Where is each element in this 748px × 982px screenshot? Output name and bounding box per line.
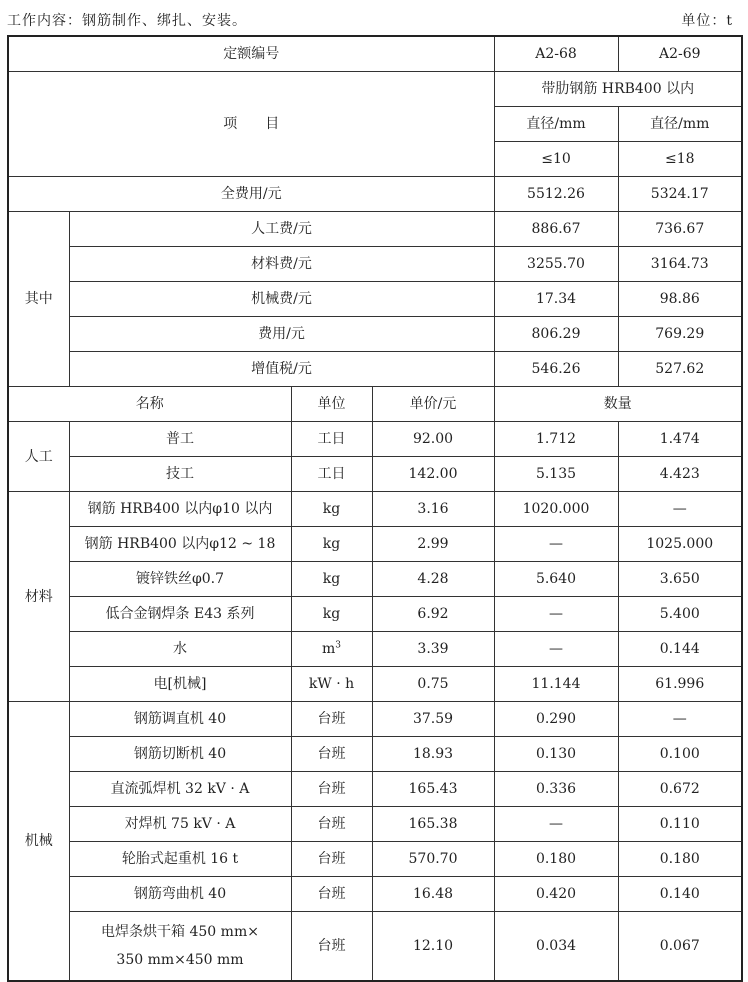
group-material: 材料 — [8, 492, 69, 702]
res-qty-2: 0.100 — [618, 737, 742, 772]
res-qty-2: 1.474 — [618, 422, 742, 457]
res-price: 16.48 — [372, 877, 494, 912]
res-qty-1: — — [494, 597, 618, 632]
res-name: 直流弧焊机 32 kV · A — [69, 772, 291, 807]
qty-header: 数量 — [494, 387, 742, 422]
res-name: 钢筋 HRB400 以内φ12 ~ 18 — [69, 527, 291, 562]
cost-name: 费用/元 — [69, 317, 494, 352]
res-name: 电[机械] — [69, 667, 291, 702]
res-qty-2: 0.067 — [618, 912, 742, 982]
res-qty-2: 3.650 — [618, 562, 742, 597]
res-qty-1: 0.130 — [494, 737, 618, 772]
res-qty-1: 0.034 — [494, 912, 618, 982]
quota-no-label: 定额编号 — [8, 36, 494, 72]
cost-value-2: 736.67 — [618, 212, 742, 247]
res-price: 37.59 — [372, 702, 494, 737]
res-price: 2.99 — [372, 527, 494, 562]
res-name: 钢筋 HRB400 以内φ10 以内 — [69, 492, 291, 527]
res-qty-1: — — [494, 807, 618, 842]
res-name: 技工 — [69, 457, 291, 492]
group-labor: 人工 — [8, 422, 69, 492]
unit-sup: 3 — [335, 640, 341, 651]
res-name: 对焊机 75 kV · A — [69, 807, 291, 842]
res-price: 570.70 — [372, 842, 494, 877]
res-unit: kg — [291, 562, 372, 597]
cost-value-1: 3255.70 — [494, 247, 618, 282]
total-2: 5324.17 — [618, 177, 742, 212]
res-price: 4.28 — [372, 562, 494, 597]
res-name-line2: 350 mm×450 mm — [116, 952, 244, 968]
res-unit: kg — [291, 492, 372, 527]
res-price: 165.38 — [372, 807, 494, 842]
res-qty-2: 0.110 — [618, 807, 742, 842]
name-header: 名称 — [8, 387, 291, 422]
res-price: 92.00 — [372, 422, 494, 457]
price-header: 单价/元 — [372, 387, 494, 422]
dia-2: 直径/mm — [618, 107, 742, 142]
item-label: 项 目 — [8, 72, 494, 177]
res-price: 12.10 — [372, 912, 494, 982]
res-name: 普工 — [69, 422, 291, 457]
res-qty-2: 0.144 — [618, 632, 742, 667]
res-name: 钢筋弯曲机 40 — [69, 877, 291, 912]
res-price: 0.75 — [372, 667, 494, 702]
cost-value-1: 17.34 — [494, 282, 618, 317]
cost-value-2: 769.29 — [618, 317, 742, 352]
res-price: 6.92 — [372, 597, 494, 632]
res-qty-1: — — [494, 527, 618, 562]
res-qty-2: — — [618, 702, 742, 737]
code-2: A2-69 — [618, 36, 742, 72]
res-qty-2: 4.423 — [618, 457, 742, 492]
res-price: 3.39 — [372, 632, 494, 667]
res-unit: 台班 — [291, 772, 372, 807]
unit-label: 单位：t — [681, 13, 733, 29]
res-name: 水 — [69, 632, 291, 667]
dia-1: 直径/mm — [494, 107, 618, 142]
res-price: 18.93 — [372, 737, 494, 772]
res-qty-1: 0.180 — [494, 842, 618, 877]
res-qty-2: 0.180 — [618, 842, 742, 877]
among-label: 其中 — [8, 212, 69, 387]
res-qty-1: 0.290 — [494, 702, 618, 737]
res-unit: 台班 — [291, 737, 372, 772]
res-price: 142.00 — [372, 457, 494, 492]
cost-value-2: 98.86 — [618, 282, 742, 317]
res-name-line1: 电焊条烘干箱 450 mm× — [101, 924, 259, 940]
unit-base: m — [321, 641, 336, 657]
cost-value-1: 546.26 — [494, 352, 618, 387]
res-qty-1: 0.336 — [494, 772, 618, 807]
res-qty-1: 1.712 — [494, 422, 618, 457]
res-qty-2: 0.140 — [618, 877, 742, 912]
cost-value-1: 886.67 — [494, 212, 618, 247]
spec-type: 带肋钢筋 HRB400 以内 — [494, 72, 742, 107]
res-name: 轮胎式起重机 16 t — [69, 842, 291, 877]
res-name: 低合金钢焊条 E43 系列 — [69, 597, 291, 632]
res-qty-1: 5.640 — [494, 562, 618, 597]
range-1: ≤10 — [494, 142, 618, 177]
cost-name: 机械费/元 — [69, 282, 494, 317]
code-1: A2-68 — [494, 36, 618, 72]
cost-name: 增值税/元 — [69, 352, 494, 387]
res-unit: 台班 — [291, 807, 372, 842]
res-qty-2: 61.996 — [618, 667, 742, 702]
res-unit: 台班 — [291, 877, 372, 912]
res-name: 钢筋切断机 40 — [69, 737, 291, 772]
res-unit: 工日 — [291, 457, 372, 492]
cost-name: 人工费/元 — [69, 212, 494, 247]
res-price: 165.43 — [372, 772, 494, 807]
res-qty-1: 5.135 — [494, 457, 618, 492]
res-unit — [291, 632, 372, 667]
res-name: 镀锌铁丝φ0.7 — [69, 562, 291, 597]
res-unit: kg — [291, 527, 372, 562]
group-machine: 机械 — [8, 702, 69, 982]
cost-value-2: 3164.73 — [618, 247, 742, 282]
res-qty-2: 1025.000 — [618, 527, 742, 562]
res-qty-2: 5.400 — [618, 597, 742, 632]
res-price: 3.16 — [372, 492, 494, 527]
res-qty-1: 1020.000 — [494, 492, 618, 527]
total-label: 全费用/元 — [8, 177, 494, 212]
res-unit: 台班 — [291, 702, 372, 737]
res-qty-1: — — [494, 632, 618, 667]
page-header — [7, 8, 741, 30]
total-1: 5512.26 — [494, 177, 618, 212]
res-qty-2: — — [618, 492, 742, 527]
range-2: ≤18 — [618, 142, 742, 177]
res-unit: 工日 — [291, 422, 372, 457]
res-unit: kg — [291, 597, 372, 632]
res-unit: 台班 — [291, 842, 372, 877]
res-qty-1: 0.420 — [494, 877, 618, 912]
res-qty-2: 0.672 — [618, 772, 742, 807]
work-content: 工作内容：钢筋制作、绑扎、安装。 — [7, 13, 247, 29]
cost-value-2: 527.62 — [618, 352, 742, 387]
cost-name: 材料费/元 — [69, 247, 494, 282]
quota-table — [7, 35, 743, 982]
res-name — [69, 912, 291, 982]
res-name: 钢筋调直机 40 — [69, 702, 291, 737]
res-unit: kW · h — [291, 667, 372, 702]
cost-value-1: 806.29 — [494, 317, 618, 352]
unit-header: 单位 — [291, 387, 372, 422]
res-qty-1: 11.144 — [494, 667, 618, 702]
res-unit: 台班 — [291, 912, 372, 982]
